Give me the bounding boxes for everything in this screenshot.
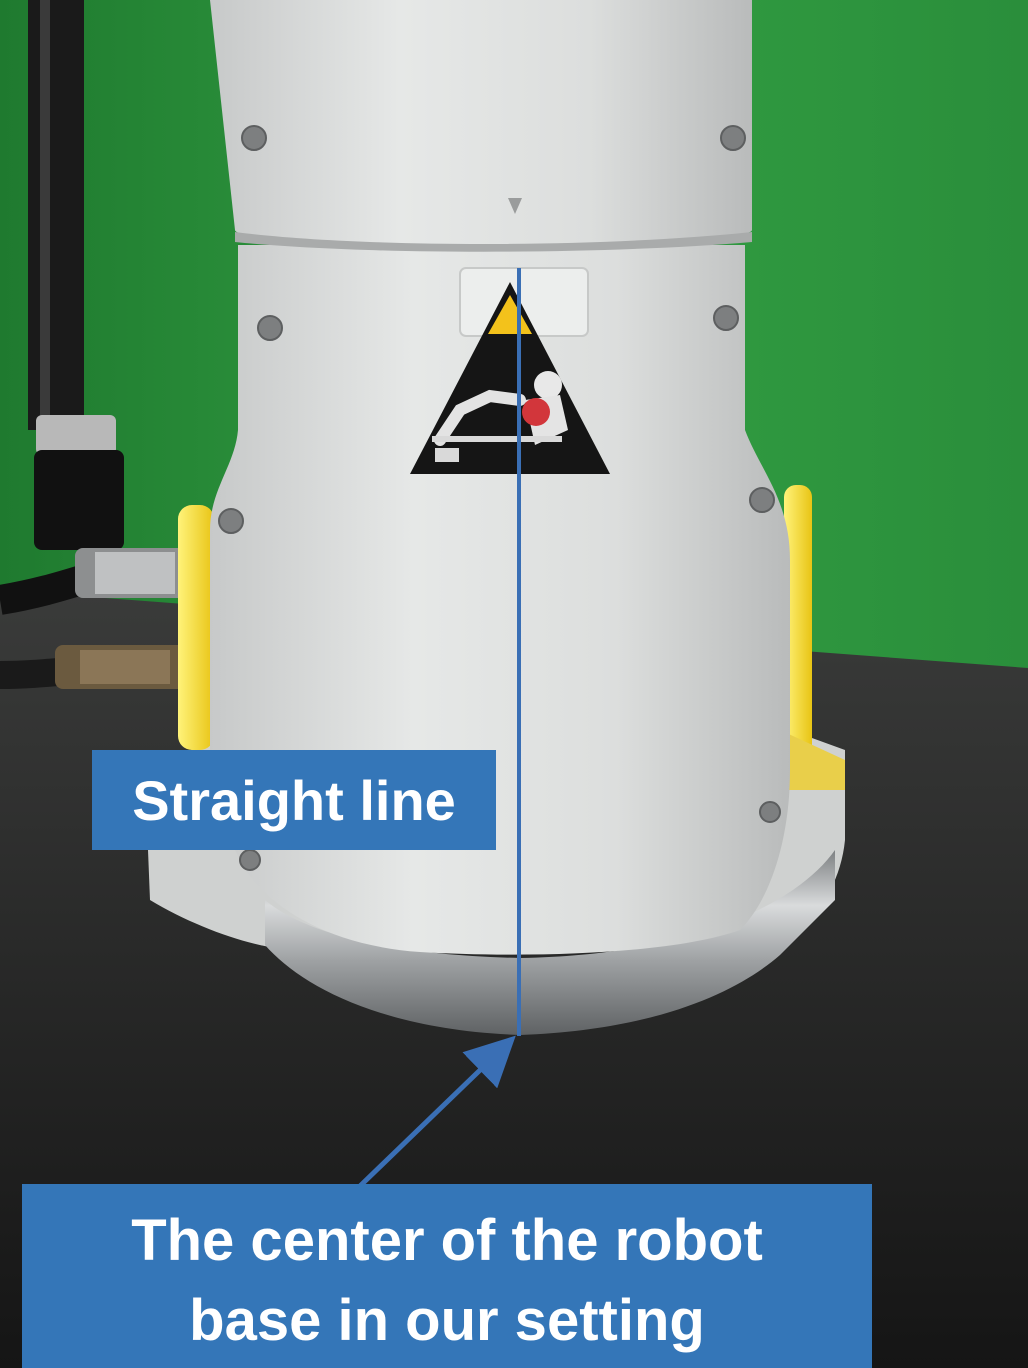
pole-clamp bbox=[36, 415, 116, 455]
straight-line-label: Straight line bbox=[92, 750, 496, 850]
robot-base-center-label: The center of the robot base in our setting bbox=[22, 1184, 872, 1368]
status-light-left bbox=[178, 505, 214, 750]
robot-upper-joint bbox=[210, 0, 752, 245]
black-pole bbox=[28, 0, 84, 430]
